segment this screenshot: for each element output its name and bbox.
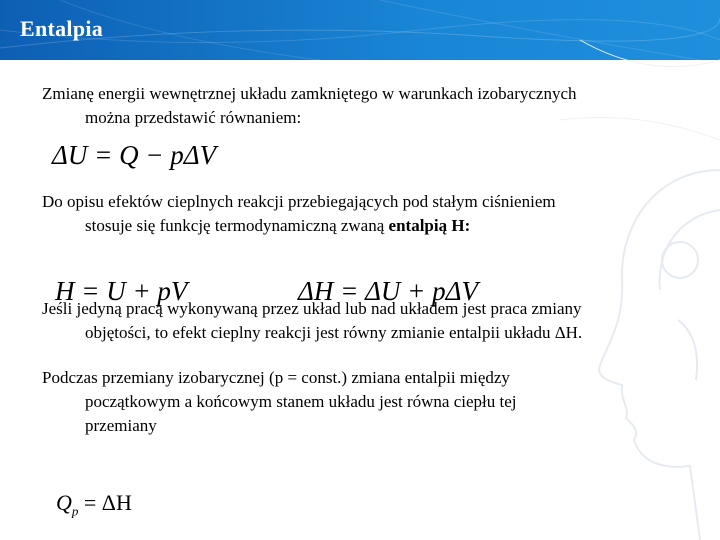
paragraph-line: Podczas przemiany izobarycznej (p = const.) zmiana entalpii między (42, 368, 510, 387)
paragraph-isobaric-heat (42, 366, 672, 438)
equation-internal-energy: ΔU = Q − pΔV (52, 140, 217, 170)
equation-heat-equals-enthalpy (56, 490, 132, 519)
paragraph-line: Zmianę energii wewnętrznej układu zamkniętego w warunkach izobarycznych (42, 84, 577, 103)
paragraph-line: można przedstawić równaniem: (85, 108, 302, 127)
paragraph-line: objętości, to efekt cieplny reakcji jest równy zmianie entalpii układu ΔH. (85, 323, 583, 342)
paragraph-line: Jeśli jedyną pracą wykonywaną przez układ lub nad układem jest praca zmiany (42, 299, 582, 318)
paragraph-line: początkowym a końcowym stanem układu jest równa ciepłu tej (85, 392, 517, 411)
equation-enthalpy-change: ΔH = ΔU + pΔV (298, 276, 478, 306)
paragraph-text: stosuje się funkcję termodynamiczną zwaną (85, 216, 389, 235)
paragraph-isobaric-energy (42, 82, 672, 130)
equation-enthalpy: H = U + pV (55, 276, 188, 306)
equation-lhs: Q (56, 490, 72, 515)
slide-title: Entalpia (20, 16, 104, 41)
enthalpy-term: entalpią H: (388, 216, 471, 235)
equation-rhs: = ΔH (78, 490, 132, 515)
paragraph-enthalpy-definition (42, 190, 672, 238)
paragraph-volume-work (42, 297, 672, 345)
paragraph-line (42, 214, 672, 238)
paragraph-line: przemiany (85, 416, 157, 435)
equation-subscript: p (71, 503, 79, 519)
paragraph-line: Do opisu efektów cieplnych reakcji przebiegających pod stałym ciśnieniem (42, 192, 556, 211)
